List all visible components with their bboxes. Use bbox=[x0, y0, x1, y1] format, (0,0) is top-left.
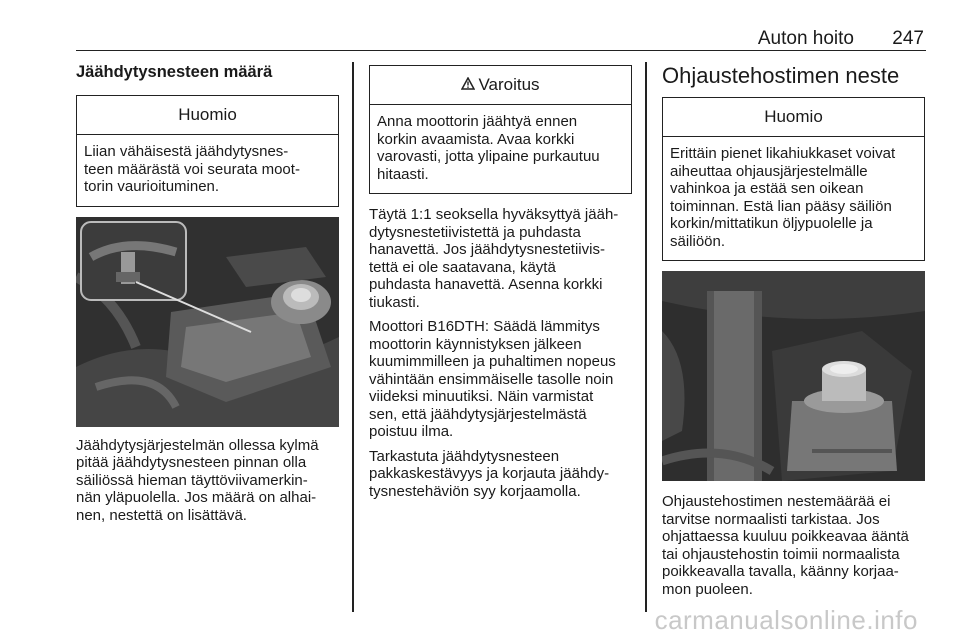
text-line: Anna moottorin jäähtyä ennen bbox=[377, 113, 578, 130]
column-2 bbox=[369, 62, 632, 500]
text-line: pitää jäähdytysnesteen pinnan olla bbox=[76, 454, 307, 471]
paragraph bbox=[369, 318, 632, 441]
text-line: tysnestehäviön syy korjaamolla. bbox=[369, 482, 581, 500]
text-line: tai ohjaustehostin toimii normaalista bbox=[662, 545, 900, 563]
text-line: hitaasti. bbox=[377, 165, 429, 183]
text-line: varovasti, jotta ylipaine purkautuu bbox=[377, 148, 600, 165]
engine-coolant-photo bbox=[76, 217, 339, 427]
text-line: vahinkoa ja estää sen oikean bbox=[670, 180, 864, 197]
column-3 bbox=[662, 62, 925, 598]
text-line: poikkeavalla tavalla, käänny korjaa- bbox=[662, 563, 899, 580]
text-line: toiminnan. Estä lian pääsy säiliön bbox=[670, 197, 892, 215]
text-line: moottorin käynnistyksen jälkeen bbox=[369, 335, 582, 353]
note-box bbox=[76, 95, 339, 207]
text-line: vähintään ensimmäiselle tasolle noin bbox=[369, 370, 614, 388]
text-line: viideksi minuutiksi. Näin varmistat bbox=[369, 388, 594, 405]
text-line: Täytä 1:1 seoksella hyväksyttyä jääh- bbox=[369, 206, 619, 223]
note-title: Huomio bbox=[663, 98, 924, 137]
text-line: nen, nestettä on lisättävä. bbox=[76, 506, 247, 524]
paragraph bbox=[662, 493, 925, 598]
section-heading: Ohjaustehostimen neste bbox=[662, 63, 900, 88]
power-steering-illustration bbox=[662, 271, 925, 481]
text-line: kuumimmilleen ja puhaltimen nopeus bbox=[369, 353, 616, 370]
text-line: Ohjaustehostimen nestemäärää ei bbox=[662, 493, 891, 510]
warning-triangle-icon bbox=[461, 67, 475, 105]
text-line: Jäähdytysjärjestelmän ollessa kylmä bbox=[76, 436, 319, 454]
power-steering-photo bbox=[662, 271, 925, 481]
text-line: teen määrästä voi seurata moot- bbox=[84, 160, 300, 178]
paragraph bbox=[369, 448, 632, 501]
warning-box bbox=[369, 65, 632, 194]
text-line: korkin/mittatikun öljypuolelle ja bbox=[670, 215, 873, 232]
text-line: mon puoleen. bbox=[662, 580, 753, 598]
text-line: pakkaskestävyys ja korjauta jäähdy- bbox=[369, 465, 610, 482]
text-line: nän yläpuolella. Jos määrä on alhai- bbox=[76, 489, 317, 506]
section-title: Auton hoito bbox=[757, 28, 854, 49]
note-title: Huomio bbox=[77, 96, 338, 135]
text-line: Tarkastuta jäähdytysnesteen bbox=[369, 447, 560, 465]
text-line: säiliöön. bbox=[670, 232, 726, 250]
text-line: tettä ei ole saatavana, käytä bbox=[369, 258, 556, 276]
text-line: Liian vähäisestä jäähdytysnes- bbox=[84, 143, 289, 160]
paragraph bbox=[76, 437, 339, 525]
note-body bbox=[77, 135, 338, 206]
warning-title: Varoitus bbox=[478, 75, 540, 94]
note-box bbox=[662, 97, 925, 261]
page-header bbox=[76, 26, 926, 51]
text-line: ohjattaessa kuuluu poikkeavaa ääntä bbox=[662, 528, 909, 545]
text-line: sen, että jäähdytysjärjestelmästä bbox=[369, 405, 587, 423]
engine-coolant-illustration bbox=[76, 217, 339, 427]
text-line: aiheuttaa ohjausjärjestelmälle bbox=[670, 162, 868, 180]
text-line: korkin avaamista. Avaa korkki bbox=[377, 130, 575, 148]
text-line: Moottori B16DTH: Säädä lämmitys bbox=[369, 318, 600, 335]
column-divider bbox=[645, 62, 647, 612]
text-line: hanavettä. Jos jäähdytysnestetiivis- bbox=[369, 241, 605, 258]
text-line: puhdasta hanavettä. Asenna korkki bbox=[369, 276, 603, 293]
text-line: tiukasti. bbox=[369, 293, 420, 311]
section-heading: Jäähdytysnesteen määrä bbox=[76, 63, 273, 81]
warning-body bbox=[370, 105, 631, 193]
watermark: carmanualsonline.info bbox=[654, 605, 918, 635]
text-line: dytysnestetiivistettä ja puhdasta bbox=[369, 223, 581, 241]
text-line: poistuu ilma. bbox=[369, 423, 454, 440]
text-line: Erittäin pienet likahiukkaset voivat bbox=[670, 145, 896, 162]
column-divider bbox=[352, 62, 354, 612]
text-line: torin vaurioituminen. bbox=[84, 178, 220, 195]
page-number: 247 bbox=[892, 28, 924, 49]
warning-header bbox=[370, 66, 631, 105]
text-line: tarvitse normaalisti tarkistaa. Jos bbox=[662, 510, 880, 528]
paragraph bbox=[369, 206, 632, 311]
text-line: säiliössä hieman täyttöviivamerkin- bbox=[76, 471, 308, 489]
note-body bbox=[663, 137, 924, 260]
column-1 bbox=[76, 62, 339, 524]
